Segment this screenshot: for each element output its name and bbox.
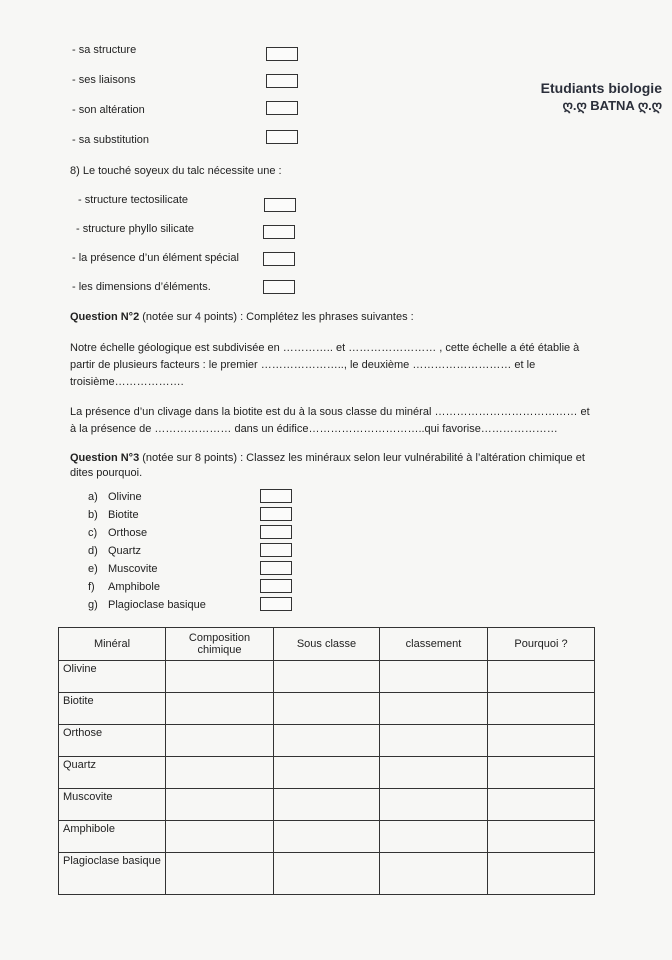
mineral-list — [88, 488, 206, 614]
mineral-cell: Biotite — [59, 693, 166, 725]
answer-cell[interactable] — [166, 757, 274, 789]
answer-cell[interactable] — [274, 789, 380, 821]
answer-cell[interactable] — [166, 661, 274, 693]
q8-item: - structure phyllo silicate — [76, 223, 194, 235]
answer-cell[interactable] — [166, 821, 274, 853]
answer-checkbox[interactable] — [260, 561, 292, 575]
mineral-cell: Orthose — [59, 725, 166, 757]
list-item: c) Orthose — [88, 527, 148, 539]
answer-cell[interactable] — [166, 725, 274, 757]
q8-item: - structure tectosilicate — [78, 194, 189, 206]
answer-cell[interactable] — [488, 853, 595, 895]
column-header: Minéral — [59, 628, 166, 661]
column-header: Pourquoi ? — [488, 628, 595, 661]
answer-cell[interactable] — [274, 821, 380, 853]
answer-cell[interactable] — [274, 661, 380, 693]
answer-cell[interactable] — [274, 853, 380, 895]
answer-cell[interactable] — [380, 789, 488, 821]
answer-cell[interactable] — [166, 789, 274, 821]
q7-item: - sa substitution — [72, 134, 150, 146]
q2-paragraph-1: Notre échelle géologique est subdivisée en ………….. et …………………… , cette échelle a été établie à partir de plusieurs facteurs : le premier ………………….., le deuxième ……………………… et le troisième………………. — [70, 342, 580, 388]
answer-checkbox[interactable] — [266, 74, 298, 88]
column-header: classement — [380, 628, 488, 661]
table-row — [59, 725, 595, 757]
watermark-line1: Etudiants biologie — [540, 80, 662, 96]
q8-item: - la présence d’un élément spécial — [72, 252, 239, 264]
q2-note: (notée sur 4 points) : Complétez les phrases suivantes : — [139, 311, 414, 323]
answer-cell[interactable] — [488, 757, 595, 789]
answer-cell[interactable] — [488, 661, 595, 693]
list-item: f) Amphibole — [88, 581, 160, 593]
table-row — [59, 853, 595, 895]
table-row — [59, 661, 595, 693]
table-row — [59, 693, 595, 725]
answer-checkbox[interactable] — [263, 252, 295, 266]
watermark — [541, 80, 662, 114]
list-item: b) Biotite — [88, 509, 139, 521]
answer-cell[interactable] — [274, 693, 380, 725]
mineral-cell: Amphibole — [59, 821, 166, 853]
mineral-cell: Plagioclase basique — [59, 853, 166, 895]
answer-checkbox[interactable] — [260, 489, 292, 503]
answer-cell[interactable] — [380, 693, 488, 725]
column-header: Composition chimique — [166, 628, 274, 661]
q2-heading — [70, 311, 414, 323]
answer-checkbox[interactable] — [260, 579, 292, 593]
answer-cell[interactable] — [274, 757, 380, 789]
answer-cell[interactable] — [488, 725, 595, 757]
answer-checkbox[interactable] — [263, 280, 295, 294]
answer-checkbox[interactable] — [266, 130, 298, 144]
answer-cell[interactable] — [274, 725, 380, 757]
answer-checkbox[interactable] — [260, 543, 292, 557]
mineral-cell: Muscovite — [59, 789, 166, 821]
table-row — [59, 789, 595, 821]
answer-cell[interactable] — [380, 821, 488, 853]
answer-cell[interactable] — [380, 725, 488, 757]
q7-item: - son altération — [72, 104, 145, 116]
q8-title: 8) Le touché soyeux du talc nécessite une : — [70, 165, 282, 177]
q8-item: - les dimensions d’éléments. — [72, 281, 211, 293]
answer-checkbox[interactable] — [266, 47, 298, 61]
q3-note: (notée sur 8 points) : Classez les minéraux selon leur vulnérabilité à l’altération chimique et dites pourquoi. — [70, 452, 585, 479]
answer-cell[interactable] — [488, 789, 595, 821]
answer-cell[interactable] — [380, 661, 488, 693]
table-row — [59, 821, 595, 853]
table-header-row — [59, 628, 595, 661]
list-item: a) Olivine — [88, 491, 142, 503]
answer-cell[interactable] — [488, 693, 595, 725]
list-item: g) Plagioclase basique — [88, 599, 206, 611]
answer-checkbox[interactable] — [263, 225, 295, 239]
answer-checkbox[interactable] — [260, 597, 292, 611]
answer-cell[interactable] — [166, 693, 274, 725]
watermark-line2: ღ.ღ BATNA ღ.ღ — [562, 98, 662, 113]
mineral-cell: Quartz — [59, 757, 166, 789]
answer-cell[interactable] — [166, 853, 274, 895]
answer-cell[interactable] — [380, 853, 488, 895]
mineral-cell: Olivine — [59, 661, 166, 693]
q3-title: Question N°3 — [70, 452, 140, 464]
table-row — [59, 757, 595, 789]
q2-title: Question N°2 — [70, 311, 140, 323]
list-item: e) Muscovite — [88, 563, 158, 575]
q7-item: - ses liaisons — [72, 74, 136, 86]
answer-checkbox[interactable] — [264, 198, 296, 212]
answer-checkbox[interactable] — [266, 101, 298, 115]
column-header: Sous classe — [274, 628, 380, 661]
q3-heading — [70, 451, 590, 481]
mineral-table — [58, 627, 595, 895]
answer-checkbox[interactable] — [260, 507, 292, 521]
answer-checkbox[interactable] — [260, 525, 292, 539]
q2-paragraph-2: La présence d’un clivage dans la biotite est du à la sous classe du minéral ………………………………… et à la présence de ………………… dans un édifice…………………………..qui favorise………………… — [70, 406, 590, 435]
answer-cell[interactable] — [380, 757, 488, 789]
answer-cell[interactable] — [488, 821, 595, 853]
list-item: d) Quartz — [88, 545, 142, 557]
q7-item: - sa structure — [72, 44, 137, 56]
